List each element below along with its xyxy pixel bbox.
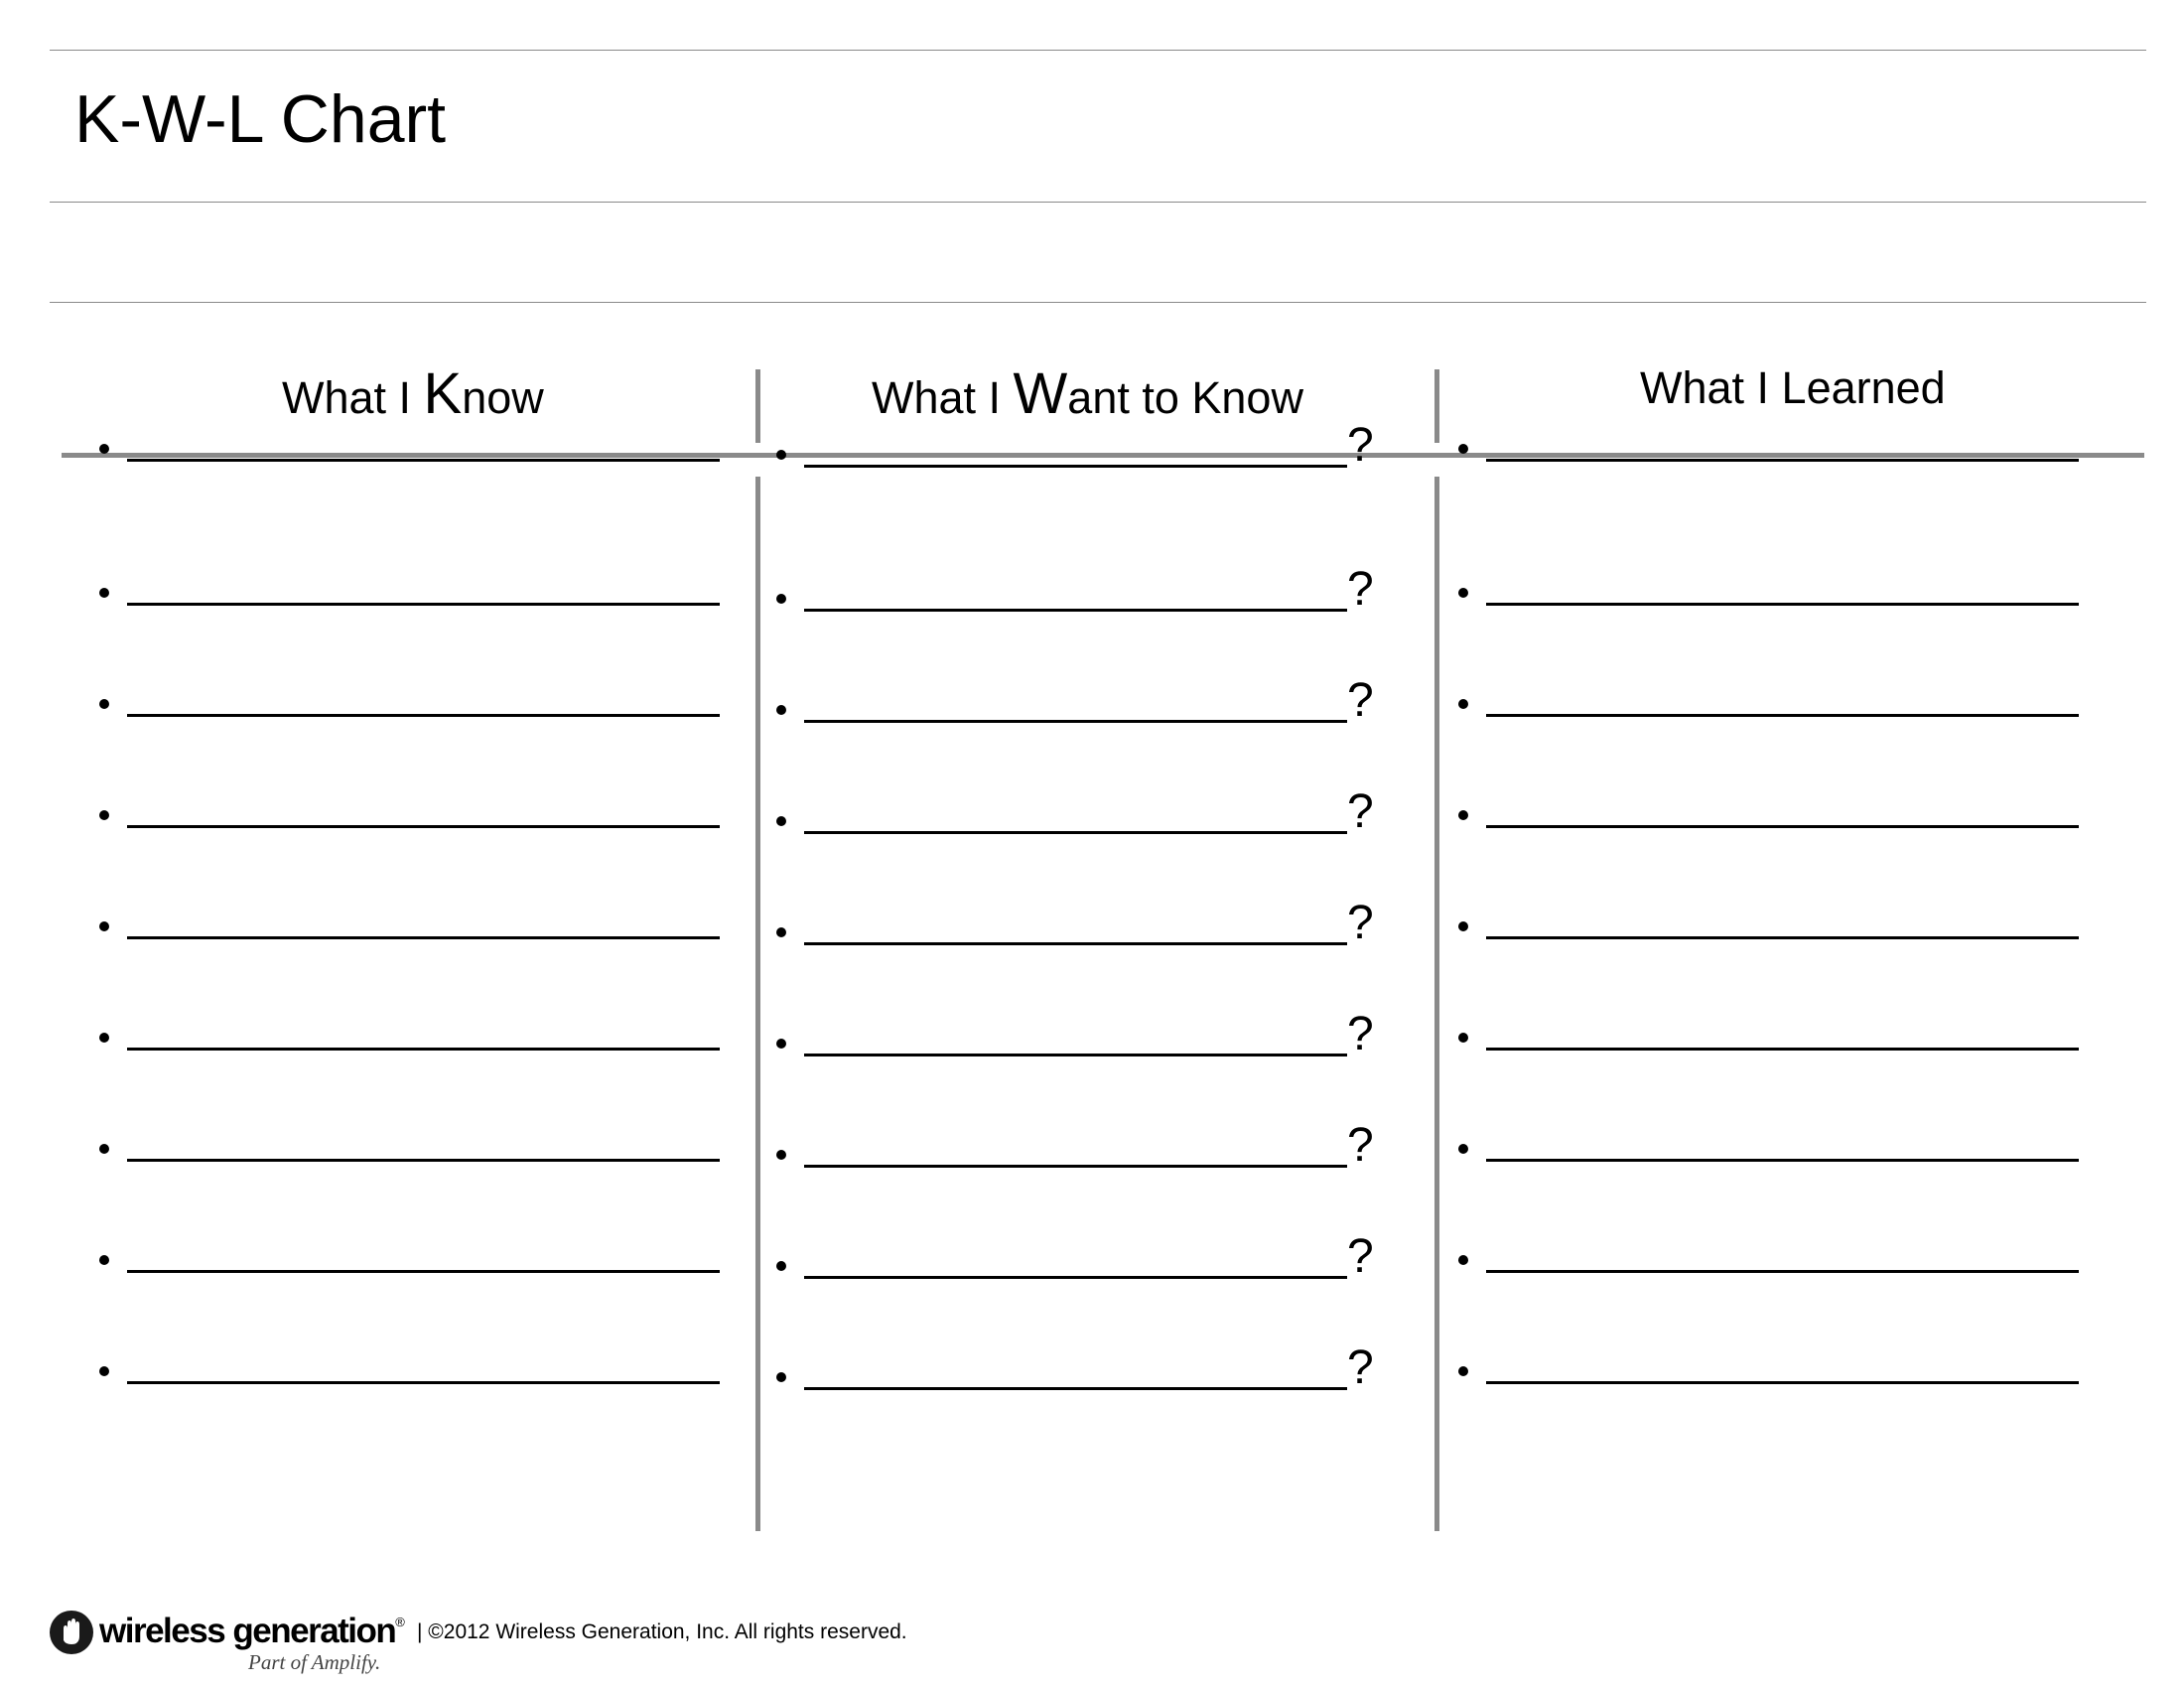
column-header-learned: What I Learned: [1640, 362, 1946, 413]
page-title: K-W-L Chart: [74, 81, 447, 157]
write-in-line[interactable]: [127, 1270, 720, 1273]
know-row: [99, 415, 759, 475]
question-mark: ?: [1347, 419, 1374, 472]
know-row: [99, 893, 759, 952]
write-in-line[interactable]: [804, 1276, 1347, 1279]
question-mark: ?: [1347, 563, 1374, 616]
write-in-line[interactable]: [804, 831, 1347, 834]
bullet-point: [1458, 1255, 1468, 1265]
bullet-point: [1458, 699, 1468, 709]
bullet-point: [99, 810, 109, 820]
column-divider-2: [1434, 477, 1439, 1531]
write-in-line[interactable]: [127, 936, 720, 939]
learned-row: [1458, 1226, 2118, 1286]
write-in-line[interactable]: [1486, 825, 2079, 828]
write-in-line[interactable]: [127, 603, 720, 606]
bullet-point: [776, 1372, 786, 1382]
write-in-line[interactable]: [127, 1159, 720, 1162]
write-in-line[interactable]: [804, 942, 1347, 945]
copyright-text: | ©2012 Wireless Generation, Inc. All rights reserved.: [417, 1620, 907, 1643]
footer: [50, 1609, 1042, 1678]
write-in-line[interactable]: [127, 714, 720, 717]
bullet-point: [776, 450, 786, 460]
write-in-line[interactable]: [804, 609, 1347, 612]
write-in-line[interactable]: [1486, 603, 2079, 606]
title-bottom-rule: [50, 202, 2146, 203]
learned-row: [1458, 1004, 2118, 1063]
bullet-point: [776, 594, 786, 604]
bullet-point: [776, 705, 786, 715]
question-mark: ?: [1347, 1341, 1374, 1394]
want-row: [776, 1010, 1387, 1069]
learned-row: [1458, 893, 2118, 952]
want-row: [776, 1121, 1387, 1181]
bullet-point: [99, 699, 109, 709]
question-mark: ?: [1347, 1230, 1374, 1283]
write-in-line[interactable]: [1486, 1381, 2079, 1384]
learned-row: [1458, 1115, 2118, 1175]
know-row: [99, 670, 759, 730]
bullet-point: [1458, 588, 1468, 598]
know-row: [99, 1226, 759, 1286]
bullet-point: [99, 1144, 109, 1154]
want-row: [776, 676, 1387, 736]
question-mark: ?: [1347, 897, 1374, 949]
column-header-want: What I Want to Know: [872, 361, 1303, 426]
write-in-line[interactable]: [804, 1165, 1347, 1168]
bullet-point: [1458, 810, 1468, 820]
learned-letter: L: [1781, 362, 1807, 413]
want-row: [776, 1232, 1387, 1292]
want-row: [776, 1343, 1387, 1403]
write-in-line[interactable]: [127, 1381, 720, 1384]
bullet-point: [776, 1039, 786, 1049]
bullet-point: [99, 921, 109, 931]
brand-logo-text: wireless generation®: [99, 1612, 405, 1650]
bullet-point: [1458, 921, 1468, 931]
column-header-know: What I Know: [282, 361, 544, 426]
want-row: [776, 421, 1387, 481]
top-rule: [50, 50, 2146, 51]
write-in-line[interactable]: [127, 1048, 720, 1051]
write-in-line[interactable]: [127, 825, 720, 828]
learned-row: [1458, 670, 2118, 730]
bullet-point: [99, 444, 109, 454]
know-row: [99, 1115, 759, 1175]
question-mark: ?: [1347, 785, 1374, 838]
bullet-point: [99, 1033, 109, 1043]
learned-row: [1458, 1337, 2118, 1397]
brand-tagline: Part of Amplify.: [248, 1650, 381, 1674]
know-row: [99, 1337, 759, 1397]
know-row: [99, 781, 759, 841]
learned-row: [1458, 781, 2118, 841]
want-row: [776, 565, 1387, 625]
question-mark: ?: [1347, 674, 1374, 727]
column-divider-2-top: [1434, 369, 1439, 443]
bullet-point: [776, 927, 786, 937]
write-in-line[interactable]: [1486, 714, 2079, 717]
write-in-line[interactable]: [1486, 459, 2079, 462]
question-mark: ?: [1347, 1119, 1374, 1172]
name-line-rule: [50, 302, 2146, 303]
write-in-line[interactable]: [1486, 1159, 2079, 1162]
write-in-line[interactable]: [804, 465, 1347, 468]
hand-logo-icon: [50, 1611, 93, 1654]
write-in-line[interactable]: [1486, 1270, 2079, 1273]
question-mark: ?: [1347, 1008, 1374, 1060]
bullet-point: [1458, 1033, 1468, 1043]
know-row: [99, 559, 759, 619]
write-in-line[interactable]: [127, 459, 720, 462]
bullet-point: [99, 588, 109, 598]
write-in-line[interactable]: [1486, 1048, 2079, 1051]
learned-row: [1458, 559, 2118, 619]
bullet-point: [776, 1261, 786, 1271]
know-letter: K: [423, 361, 463, 426]
bullet-point: [1458, 1366, 1468, 1376]
bullet-point: [776, 816, 786, 826]
bullet-point: [776, 1150, 786, 1160]
hand-logo-svg: [50, 1611, 93, 1654]
want-letter: W: [1013, 361, 1068, 426]
write-in-line[interactable]: [804, 1387, 1347, 1390]
want-row: [776, 787, 1387, 847]
write-in-line[interactable]: [804, 720, 1347, 723]
bullet-point: [99, 1255, 109, 1265]
write-in-line[interactable]: [1486, 936, 2079, 939]
learned-row: [1458, 415, 2118, 475]
write-in-line[interactable]: [804, 1054, 1347, 1056]
bullet-point: [1458, 1144, 1468, 1154]
bullet-point: [99, 1366, 109, 1376]
bullet-point: [1458, 444, 1468, 454]
want-row: [776, 899, 1387, 958]
know-row: [99, 1004, 759, 1063]
